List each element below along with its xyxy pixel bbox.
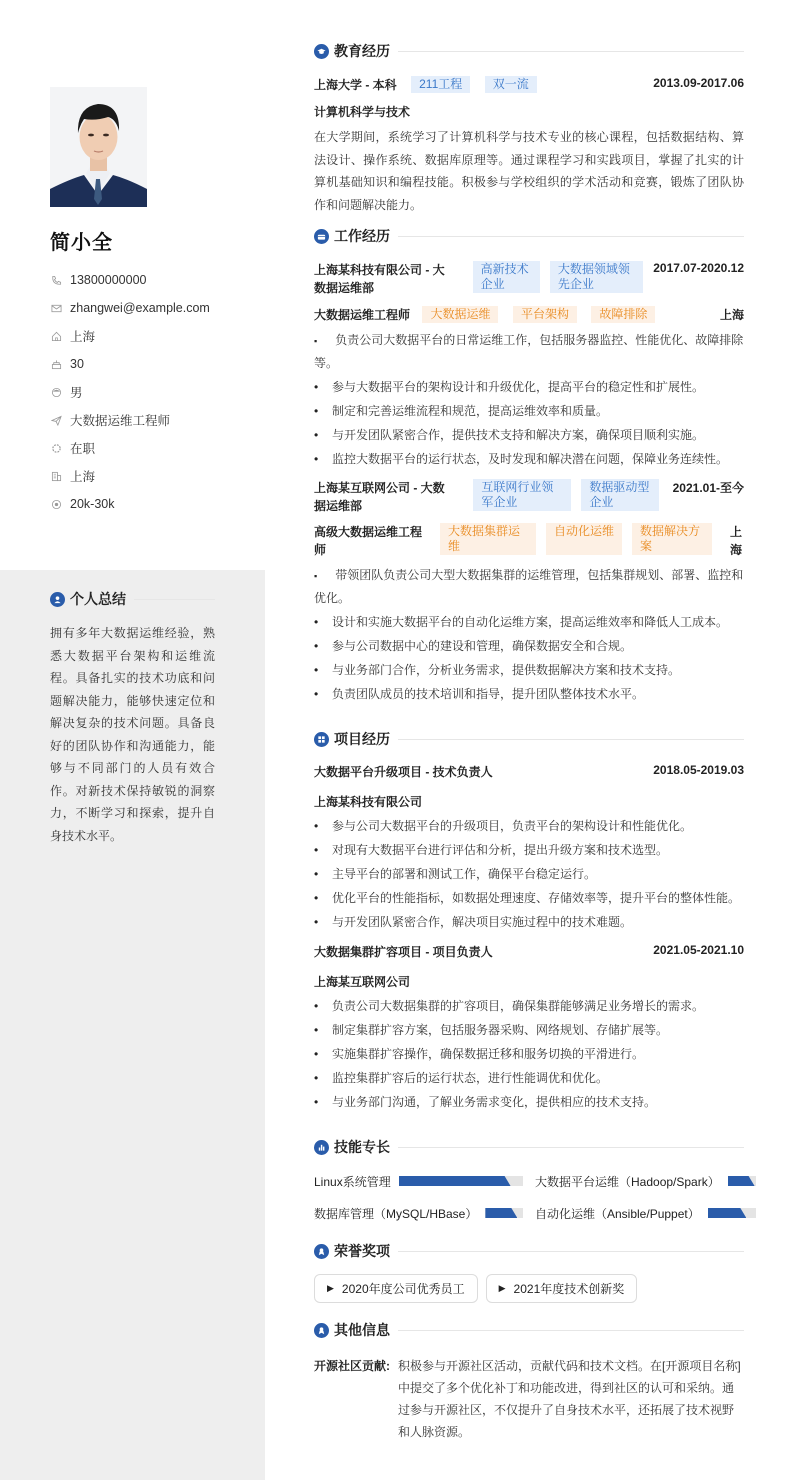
section-header [50,588,215,610]
section-header [314,1136,744,1158]
info-phone [50,266,250,294]
main-content [314,40,744,1443]
list-item: • 实施集群扩容操作，确保数据迁移和服务切换的平滑进行。 [314,1043,744,1065]
list-item: • 与开发团队紧密合作，解决项目实施过程中的技术难题。 [314,911,744,933]
skill-tag: 数据解决方案 [632,523,712,555]
section-title: 技能专长 [334,1139,390,1155]
award-item[interactable] [314,1274,478,1303]
skills-section [314,1136,744,1224]
projects-section [314,728,744,1113]
project-company: 上海某科技有限公司 [314,795,423,809]
salary-icon [50,498,62,510]
list-item: • 参与公司大数据平台的升级项目，负责平台的架构设计和性能优化。 [314,815,744,837]
school-tag: 双一流 [485,76,537,93]
gender-icon [50,386,62,398]
skill-label: Linux系统管理 [314,1174,391,1189]
skill-progress-fill [708,1208,747,1218]
skill-progress-bar [728,1176,756,1186]
job-date: 2021.01-至今 [672,481,744,495]
education-section [314,40,744,216]
project-header-row [314,763,744,780]
info-gender [50,378,250,406]
company-name: 上海某互联网公司 - 大数据运维部 [314,481,445,513]
other-info-text: 积极参与开源社区活动，贡献代码和技术文档。在[开源项目名称]中提交了多个优化补丁和功能改进，得到社区的认可和采纳。通过参与开源社区，不仅提升了自身技术水平，还拓展了技术视野和人脉资源。 [398,1359,741,1439]
graduation-cap-icon [314,44,329,59]
award-item[interactable] [486,1274,638,1303]
project-bullets [314,815,744,933]
section-title: 教育经历 [334,43,390,59]
info-value: 30 [70,357,84,371]
job-bullets [314,329,744,470]
project-name: 大数据集群扩容项目 - 项目负责人 [314,945,493,959]
project-bullets [314,995,744,1113]
section-header [314,225,744,247]
project-name: 大数据平台升级项目 - 技术负责人 [314,765,493,779]
section-title: 荣誉奖项 [334,1243,390,1259]
project-header-row [314,943,744,960]
mail-icon [50,302,62,314]
section-divider [398,1147,744,1148]
info-target-position [50,406,250,434]
bar-chart-icon [314,1140,329,1155]
info-value: 大数据运维工程师 [70,414,171,428]
list-item: • 与业务部门沟通，了解业务需求变化，提供相应的技术支持。 [314,1091,744,1113]
section-header [314,1240,744,1262]
candidate-name: 简小全 [50,232,113,254]
send-icon [50,414,62,426]
skill-tag: 大数据运维 [422,306,498,323]
info-value: 上海 [70,330,96,344]
other-info-label: 开源社区贡献: [314,1359,390,1373]
info-residence [50,322,250,350]
list-item: • 监控大数据平台的运行状态，及时发现和解决潜在问题，保障业务连续性。 [314,448,744,470]
info-email [50,294,250,322]
skill-item [314,1170,523,1192]
section-header [314,40,744,62]
info-target-city [50,462,250,490]
job-position: 高级大数据运维工程师 [314,525,423,557]
skill-item [535,1170,756,1192]
awards-section [314,1240,744,1303]
skill-tag: 大数据集群运维 [440,523,536,555]
skill-progress-bar [485,1208,523,1218]
skill-item [314,1202,523,1224]
section-divider [398,236,744,237]
job-position: 大数据运维工程师 [314,308,411,322]
project-date: 2021.05-2021.10 [653,943,744,957]
skill-label: 大数据平台运维（Hadoop/Spark） [535,1174,720,1189]
job-header-row [314,479,744,515]
section-divider [398,1251,744,1252]
major: 计算机科学与技术 [314,105,411,119]
job-location: 上海 [719,308,744,322]
avatar [50,87,147,207]
list-item: ▪ 负责公司大数据平台的日常运维工作，包括服务器监控、性能优化、故障排除等。 [314,329,744,374]
skill-progress-fill [485,1208,517,1218]
age-icon [50,358,62,370]
job-entry [314,261,744,470]
list-item: • 参与大数据平台的架构设计和升级优化，提高平台的稳定性和扩展性。 [314,376,744,398]
list-item: • 对现有大数据平台进行评估和分析，提出升级方案和技术选型。 [314,839,744,861]
info-value: zhangwei@example.com [70,301,210,315]
education-description: 在大学期间，系统学习了计算机科学与技术专业的核心课程，包括数据结构、算法设计、操作系统、数据库原理等。通过课程学习和实践项目，掌握了扎实的计算机基础知识和编程技能。积极参与学校组织的学术活动和竞赛，锻炼了团队协作和问题解决能力。 [314,130,744,212]
play-triangle-icon: ▶ [498,1283,506,1293]
list-item: ▪ 带领团队负责公司大型大数据集群的运维管理，包括集群规划、部署、监控和优化。 [314,564,744,609]
section-header [314,1319,744,1341]
award-label: 2020年度公司优秀员工 [341,1282,465,1296]
building-icon [50,470,62,482]
list-item: • 主导平台的部署和测试工作，确保平台稳定运行。 [314,863,744,885]
skill-progress-bar [708,1208,756,1218]
job-position-row [314,523,744,559]
company-tag: 高新技术企业 [473,261,540,293]
skill-label: 数据库管理（MySQL/HBase） [314,1206,478,1221]
job-bullets [314,564,744,705]
skill-progress-bar [399,1176,523,1186]
job-position-row [314,306,744,324]
education-header-row [314,76,744,94]
phone-icon [50,274,62,286]
other-info-row [314,1355,744,1443]
work-section [314,225,744,705]
grid-icon [314,732,329,747]
status-icon [50,442,62,454]
info-value: 上海 [70,470,96,484]
section-header [314,728,744,750]
info-value: 男 [70,386,83,400]
list-item: • 制定和完善运维流程和规范，提高运维效率和质量。 [314,400,744,422]
award-label: 2021年度技术创新奖 [513,1282,625,1296]
list-item: • 优化平台的性能指标，如数据处理速度、存储效率等，提升平台的整体性能。 [314,887,744,909]
skill-tag: 自动化运维 [546,523,622,555]
skill-label: 自动化运维（Ansible/Puppet） [535,1206,700,1221]
list-item: • 负责团队成员的技术培训和指导，提升团队整体技术水平。 [314,683,744,705]
section-divider [398,1330,744,1331]
list-item: • 负责公司大数据集群的扩容项目，确保集群能够满足业务增长的需求。 [314,995,744,1017]
job-header-row [314,261,744,297]
personal-summary-section [50,588,215,847]
section-divider [398,739,744,740]
list-item: • 制定集群扩容方案，包括服务器采购、网络规划、存储扩展等。 [314,1019,744,1041]
info-value: 13800000000 [70,273,147,287]
contact-info-list [50,266,250,518]
list-item: • 设计和实施大数据平台的自动化运维方案，提高运维效率和降低人工成本。 [314,611,744,633]
section-divider [398,51,744,52]
play-triangle-icon: ▶ [327,1283,334,1293]
skill-item [535,1202,756,1224]
skill-tag: 平台架构 [513,306,577,323]
school-name: 上海大学 - 本科 [314,78,397,92]
awards-list [314,1274,744,1303]
info-salary [50,490,250,518]
skills-grid [314,1170,744,1224]
list-item: • 参与公司数据中心的建设和管理，确保数据安全和合规。 [314,635,744,657]
company-tag: 数据驱动型企业 [581,479,659,511]
project-entry [314,763,744,933]
section-divider [134,599,215,600]
briefcase-icon [314,229,329,244]
skill-progress-fill [399,1176,511,1186]
home-icon [50,330,62,342]
school-tag: 211工程 [411,76,470,93]
info-status [50,434,250,462]
list-item: • 监控集群扩容后的运行状态，进行性能调优和优化。 [314,1067,744,1089]
education-date: 2013.09-2017.06 [653,76,744,90]
summary-text: 拥有多年大数据运维经验，熟悉大数据平台架构和运维流程。具备扎实的技术功底和问题解决能力，能够快速定位和解决复杂的技术问题。具备良好的团队协作和沟通能力，能够与不同部门的人员有效合作。对新技术保持敏锐的洞察力，不断学习和探索，提升自身技术水平。 [50,626,215,843]
job-location: 上海 [730,525,743,557]
company-name: 上海某科技有限公司 - 大数据运维部 [314,263,445,295]
company-tag: 互联网行业领军企业 [473,479,571,511]
skill-progress-fill [728,1176,755,1186]
project-date: 2018.05-2019.03 [653,763,744,777]
section-title: 项目经历 [334,731,390,747]
list-item: • 与开发团队紧密合作，提供技术支持和解决方案，确保项目顺利实施。 [314,424,744,446]
user-icon [50,592,65,607]
award-icon [314,1323,329,1338]
project-company: 上海某互联网公司 [314,975,411,989]
other-info-section [314,1319,744,1443]
section-title: 个人总结 [70,591,126,607]
info-value: 在职 [70,442,96,456]
section-title: 其他信息 [334,1322,390,1338]
company-tag: 大数据领域领先企业 [550,261,643,293]
info-age [50,350,250,378]
job-entry [314,479,744,705]
info-value: 20k-30k [70,497,115,511]
project-entry [314,943,744,1113]
job-date: 2017.07-2020.12 [653,261,744,275]
skill-tag: 故障排除 [591,306,655,323]
list-item: • 与业务部门合作，分析业务需求，提供数据解决方案和技术支持。 [314,659,744,681]
sidebar [0,0,265,1480]
section-title: 工作经历 [334,228,390,244]
award-icon [314,1244,329,1259]
portrait-photo [50,87,147,207]
